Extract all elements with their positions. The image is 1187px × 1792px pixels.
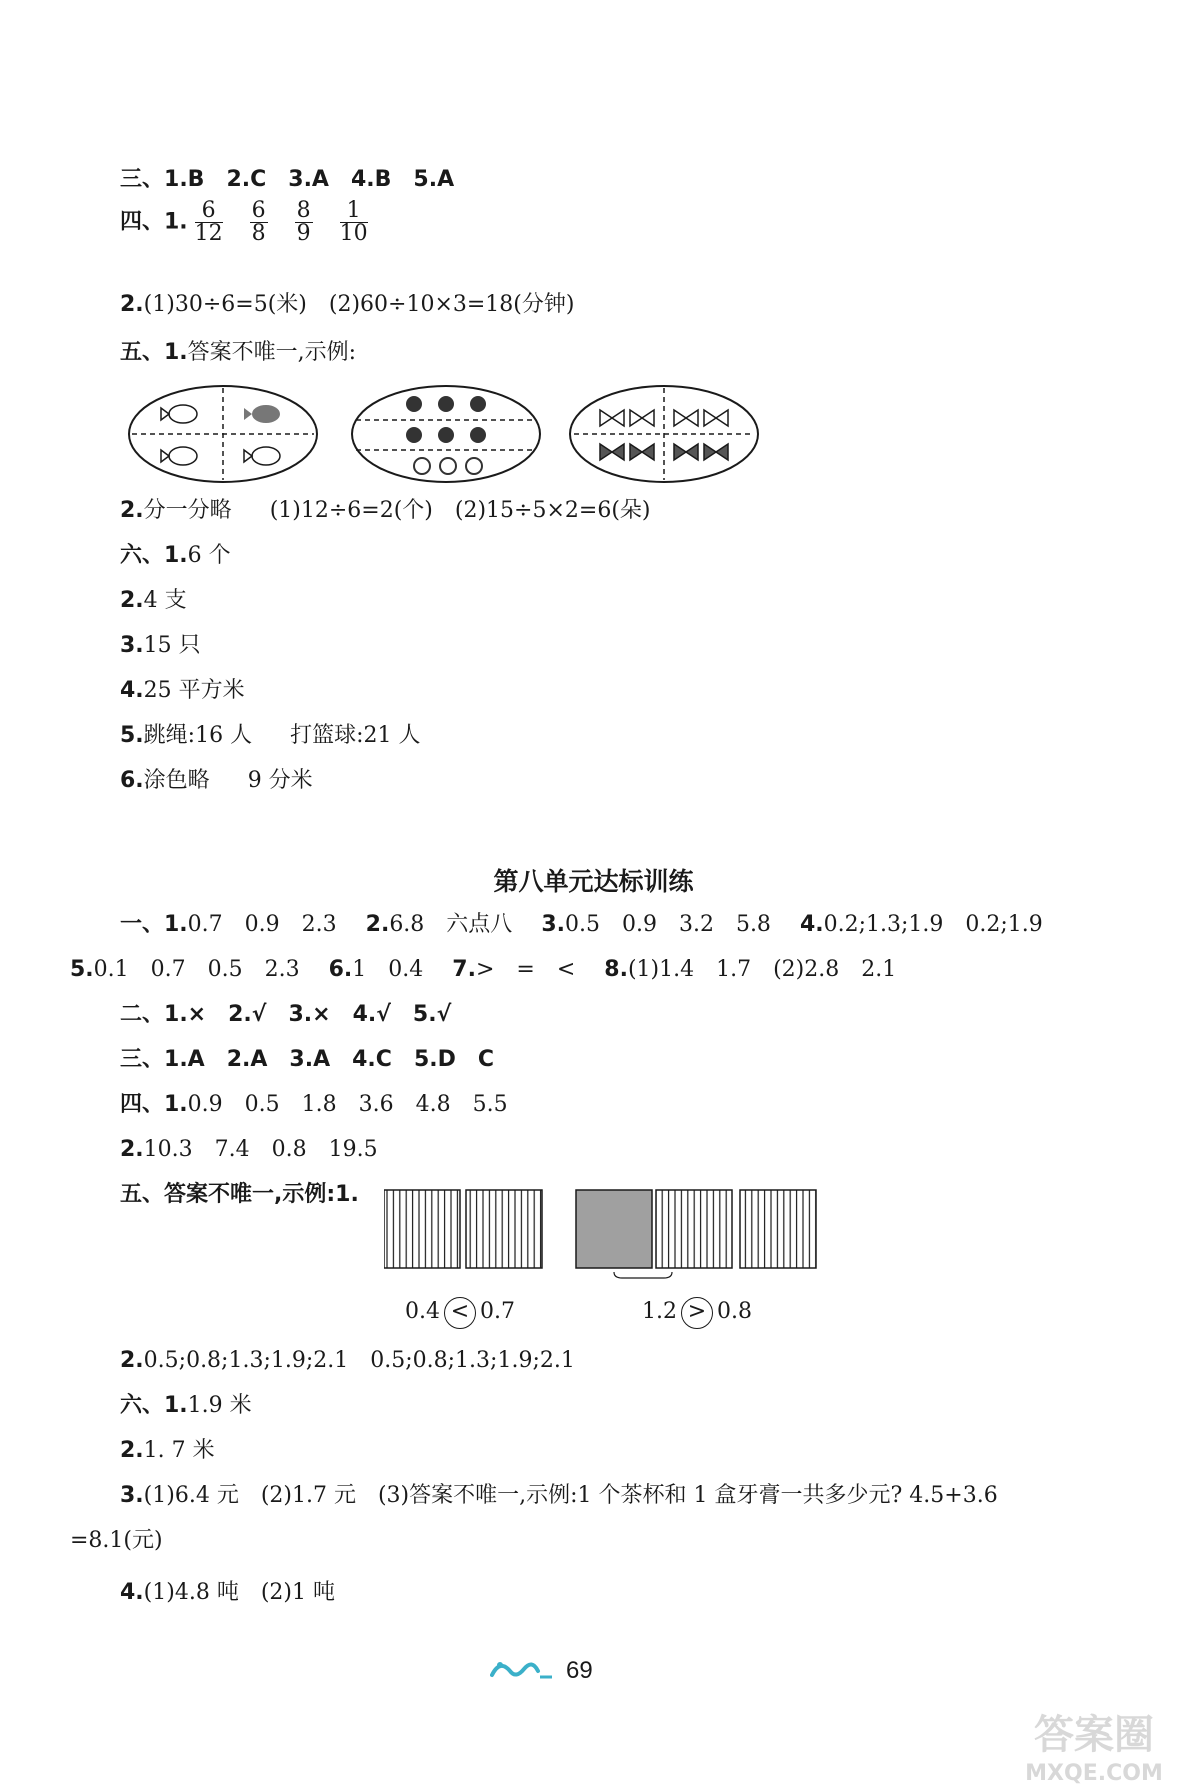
- answer-line: 2.(1)30÷6=5(米) (2)60÷10×3=18(分钟): [120, 292, 575, 317]
- fraction: $\frac{6}{12}$: [194, 198, 223, 246]
- answer-line: 3.15 只: [120, 633, 201, 658]
- bug-circle-figure: [342, 382, 552, 486]
- answer-line: 四、1.0.9 0.5 1.8 3.6 4.8 5.5: [120, 1092, 508, 1117]
- fraction: $\frac{6}{8}$: [251, 198, 266, 246]
- answer-line: 5.跳绳:16 人 打篮球:21 人: [120, 723, 421, 748]
- page-footer: [490, 1655, 593, 1687]
- section-title: 第八单元达标训练: [493, 867, 694, 896]
- answer-line: 三、1.A 2.A 3.A 4.C 5.D C: [120, 1047, 495, 1072]
- answer-line: 6.涂色略 9 分米: [120, 768, 313, 793]
- answer-line: 3.(1)6.4 元 (2)1.7 元 (3)答案不唯一,示例:1 个茶杯和 1 盒牙膏一共多少元? 4.5+3.6: [120, 1483, 998, 1508]
- answer-line: 六、1.6 个: [120, 543, 231, 568]
- answer-line: =8.1(元): [70, 1528, 163, 1553]
- answer-line: 2.分一分略 (1)12÷6=2(个) (2)15÷5×2=6(朵): [120, 498, 651, 523]
- decimal-bars-figure: [384, 1188, 818, 1280]
- page-number: 69: [566, 1657, 593, 1684]
- fractions-line: 四、1. $\frac{6}{12}$ $\frac{6}{8}$ $\frac{8}{9}$ $\frac{1}{10}$: [120, 198, 368, 246]
- butterfly-circle-figure: [560, 382, 770, 486]
- fish-circle-figure: [118, 382, 338, 486]
- answer-line: 4.(1)4.8 吨 (2)1 吨: [120, 1580, 335, 1605]
- fraction: $\frac{1}{10}$: [339, 198, 368, 246]
- svg-text:MXQE.COM: MXQE.COM: [1025, 1761, 1163, 1786]
- answer-line: 三、1.B 2.C 3.A 4.B 5.A: [120, 167, 455, 192]
- watermark-logo: [1009, 1700, 1179, 1788]
- comparison: 1.2 > 0.8: [642, 1297, 752, 1329]
- answer-line: 2.1. 7 米: [120, 1438, 215, 1463]
- answer-line: 五、1.答案不唯一,示例:: [120, 340, 357, 365]
- answer-line: 2.4 支: [120, 588, 187, 613]
- svg-text:答案圈: 答案圈: [1034, 1712, 1154, 1758]
- answer-line: 2.10.3 7.4 0.8 19.5: [120, 1137, 378, 1162]
- fraction: $\frac{8}{9}$: [296, 198, 311, 246]
- answer-line: 一、1.0.7 0.9 2.3 2.6.8 六点八 3.0.5 0.9 3.2 5.8 4.0.2;1.3;1.9 0.2;1.9: [120, 912, 1043, 937]
- answer-line: 六、1.1.9 米: [120, 1393, 252, 1418]
- comparison: 0.4 < 0.7: [405, 1297, 515, 1329]
- answer-line: 4.25 平方米: [120, 678, 245, 703]
- ornament-icon: [490, 1655, 554, 1687]
- answer-line: 五、答案不唯一,示例:1.: [120, 1182, 359, 1207]
- answer-line: 5.0.1 0.7 0.5 2.3 6.1 0.4 7.> = < 8.(1)1.4 1.7 (2)2.8 2.1: [70, 957, 897, 982]
- answer-line: 2.0.5;0.8;1.3;1.9;2.1 0.5;0.8;1.3;1.9;2.1: [120, 1348, 575, 1373]
- answer-line: 二、1.× 2.√ 3.× 4.√ 5.√: [120, 1002, 452, 1027]
